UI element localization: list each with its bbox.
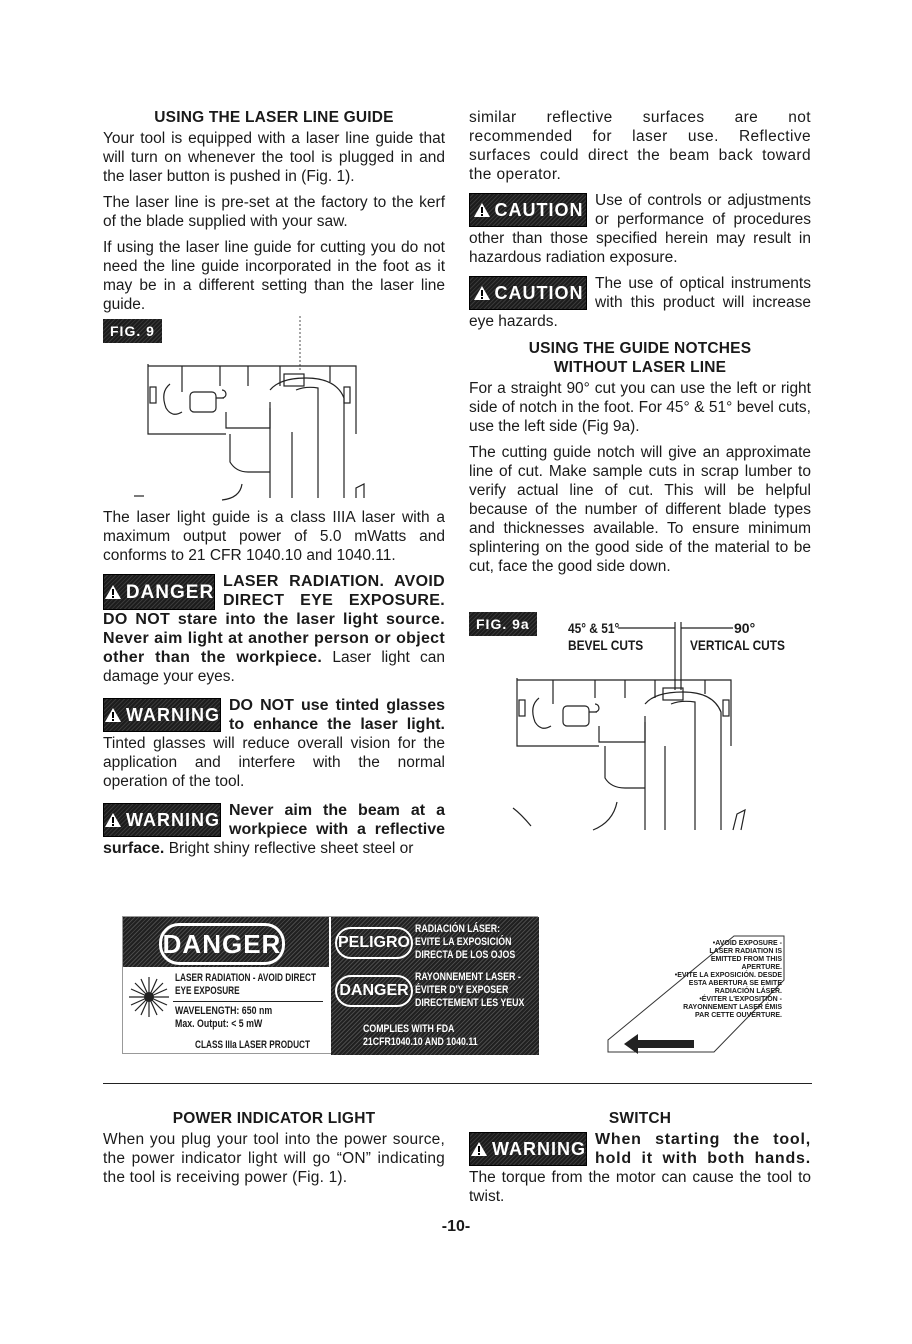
warning-triangle-icon [104, 707, 122, 723]
paragraph: Your tool is equipped with a laser line guide that will turn on whenever the tool is plugged in and the laser button is pushed in (Fig. 1). [103, 130, 445, 185]
warning-bold-text: When starting the tool, hold it with both hands. [595, 1131, 811, 1167]
power-indicator-section [103, 1109, 445, 1194]
warning-signal-word: WARNING [469, 1132, 587, 1166]
warning-notice-reflective [103, 801, 445, 858]
section-heading-guide-notches: USING THE GUIDE NOTCHES [528, 340, 752, 357]
aperture-text: •AVOID EXPOSURE - LASER RADIATION IS EMITTED FROM THIS APERTURE. •EVITE LA EXPOSICIÓN. DESDE ESTA ABERTURA SE EMITE RADIACIÓN LÁSER. •ÉVITER L'EXPOSITION - RAYONNEMENT LASER ÉMIS PAR CETTE OUVERTURE. [674, 940, 782, 1019]
caution-text: Use of controls or adjustments or performance of procedures other than those specified herein may result in hazardous radiation exposure. [469, 192, 811, 266]
label-right-panel [331, 917, 539, 1055]
label-comply-2: 21CFR1040.10 AND 1040.11 [363, 1036, 478, 1048]
fig-9-illustration [130, 312, 370, 504]
warning-text: Tinted glasses will reduce overall vision for the application and interfere with the normal operation of the tool. [103, 735, 445, 790]
vertical-angle-label: 90° [734, 620, 756, 636]
warning-signal-word: WARNING [103, 803, 221, 837]
paragraph: If using the laser line guide for cutting you do not need the line guide incorporated in the foot as it may be in a different setting than the laser line guide. [103, 239, 445, 313]
label-danger-fr-oval: DANGER [335, 975, 413, 1007]
caution-signal-word: CAUTION [469, 193, 587, 227]
paragraph: The cutting guide notch will give an approximate line of cut. Make sample cuts in scrap lumber to verify actual line of cut. This will be helpful because of the number of different blade types and thicknesses available. To ensure minimum splintering on the good side of the material to be cut, face the good side down. [469, 444, 811, 575]
warning-notice-tinted [103, 696, 445, 791]
label-output: Max. Output: < 5 mW [175, 1018, 263, 1030]
left-column-lower [103, 508, 445, 858]
section-heading-power: POWER INDICATOR LIGHT [172, 1110, 376, 1127]
danger-bold-text: LASER RADIATION. AVOID DIRECT EYE EXPOSURE. DO NOT stare into the laser light source. Never aim light at another person or object other than the workpiece. [103, 573, 445, 666]
label-es-3: DIRECTA DE LOS OJOS [415, 949, 516, 961]
warning-notice-switch [469, 1130, 811, 1206]
aperture-label [604, 930, 790, 1054]
caution-notice-controls [469, 191, 811, 267]
page-number: -10- [441, 1218, 471, 1235]
warning-triangle-icon [104, 584, 122, 600]
warning-bold-text: DO NOT use tinted glasses to enhance the laser light. [229, 697, 445, 733]
bevel-cuts-label: BEVEL CUTS [568, 637, 644, 653]
paragraph: The laser light guide is a class IIIA laser with a maximum output power of 5.0 mWatts and conforms to 21 CFR 1040.10 and 1040.11. [103, 509, 445, 564]
paragraph: similar reflective surfaces are not recommended for laser use. Reflective surfaces could direct the beam back toward the operator. [469, 109, 811, 183]
label-fr-2: ÉVITER D'Y EXPOSER [415, 984, 509, 996]
danger-signal-word: DANGER [103, 574, 215, 610]
label-class: CLASS IIIa LASER PRODUCT [195, 1039, 311, 1051]
section-heading-switch: SWITCH [608, 1110, 672, 1127]
laser-warning-label [122, 916, 538, 1054]
label-danger-oval: DANGER [159, 923, 285, 965]
danger-notice [103, 572, 445, 686]
warning-triangle-icon [473, 202, 491, 218]
fig-9a-illustration [505, 618, 765, 836]
label-left-panel [123, 917, 329, 967]
warning-signal-word: WARNING [103, 698, 221, 732]
fig-9-label: FIG. 9 [103, 319, 162, 343]
danger-text: Laser light can damage your eyes. [103, 649, 445, 685]
vertical-cuts-label: VERTICAL CUTS [690, 637, 785, 653]
caution-signal-word: CAUTION [469, 276, 587, 310]
label-fr-3: DIRECTEMENT LES YEUX [415, 997, 525, 1009]
switch-section [469, 1109, 811, 1206]
left-column [103, 108, 445, 321]
label-comply-1: COMPLIES WITH FDA [363, 1023, 455, 1035]
label-line-1: LASER RADIATION - AVOID DIRECT [175, 972, 317, 984]
caution-text: The use of optical instruments with this product will increase eye hazards. [469, 275, 811, 330]
section-heading-guide-notches-2: WITHOUT LASER LINE [553, 359, 727, 376]
section-heading-laser-guide: USING THE LASER LINE GUIDE [154, 109, 394, 126]
paragraph: The laser line is pre-set at the factory to the kerf of the blade supplied with your saw. [103, 194, 445, 230]
warning-bold-text: Never aim the beam at a workpiece with a reflective surface. [103, 802, 445, 857]
caution-notice-optical [469, 274, 811, 331]
label-fr-1: RAYONNEMENT LASER - [415, 971, 521, 983]
label-es-1: RADIACIÓN LÁSER: [415, 923, 501, 935]
label-line-2: EYE EXPOSURE [175, 985, 240, 997]
laser-starburst-icon [127, 975, 171, 1019]
bevel-angle-label: 45° & 51° [568, 620, 620, 636]
warning-triangle-icon [470, 1141, 488, 1157]
warning-triangle-icon [473, 285, 491, 301]
paragraph: For a straight 90° cut you can use the left or right side of notch in the foot. For 45° & 51° bevel cuts, use the left side (Fig 9a). [469, 380, 811, 435]
warning-triangle-icon [104, 812, 122, 828]
label-peligro-oval: PELIGRO [335, 927, 413, 959]
warning-text: The torque from the motor can cause the tool to twist. [469, 1169, 811, 1205]
right-column [469, 108, 811, 583]
label-wavelength: WAVELENGTH: 650 nm [175, 1005, 273, 1017]
warning-text: Bright shiny reflective sheet steel or [168, 840, 414, 857]
paragraph: When you plug your tool into the power source, the power indicator light will go “ON” indicating the tool is receiving power (Fig. 1). [103, 1131, 445, 1186]
section-divider [103, 1083, 812, 1084]
label-es-2: EVITE LA EXPOSICIÓN [415, 936, 512, 948]
fig-9a-label: FIG. 9a [469, 612, 537, 636]
